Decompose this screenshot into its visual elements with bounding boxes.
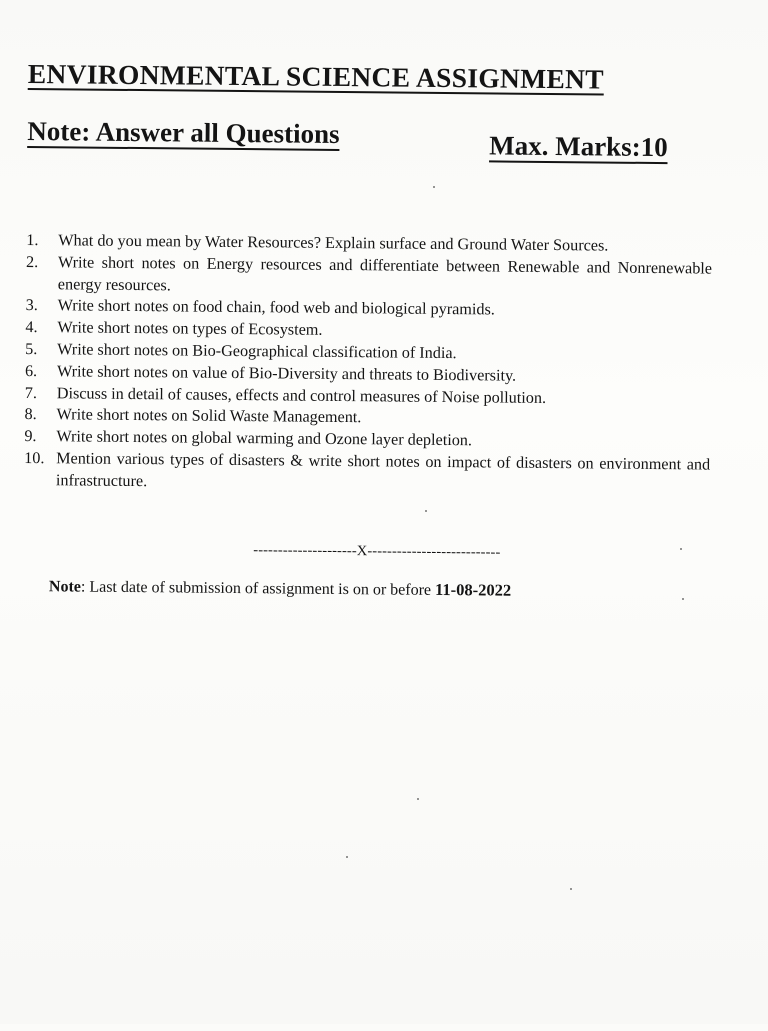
question-text: Write short notes on Energy resources and differentiate between Renewable and Nonrenewable energy resources. <box>57 253 713 294</box>
question-number: 10. <box>24 448 45 468</box>
scan-speck <box>433 186 435 188</box>
question-text: Write short notes on global warming and Ozone layer depletion. <box>56 427 473 450</box>
submission-note-text: : Last date of submission of assignment is on or before <box>80 578 436 599</box>
question-text: What do you mean by Water Resources? Explain surface and Ground Water Sources. <box>58 231 609 255</box>
question-number: 8. <box>24 405 37 424</box>
scan-speck <box>346 856 348 858</box>
max-marks: Max. Marks:10 <box>489 130 668 163</box>
question-number: 2. <box>25 252 39 271</box>
question-text: Discuss in detail of causes, effects and control measures of Noise pollution. <box>56 383 547 407</box>
question-number: 6. <box>24 361 38 380</box>
question-text: Write short notes on value of Bio-Diversity and threats to Biodiversity. <box>56 362 517 385</box>
scan-speck <box>425 510 427 512</box>
assignment-title: ENVIRONMENTAL SCIENCE ASSIGNMENT <box>27 57 605 95</box>
question-text: Write short notes on Solid Waste Management. <box>56 405 362 427</box>
question-text: Write short notes on Bio-Geographical classification of India. <box>57 340 457 363</box>
end-separator: ---------------------X--------------------------- <box>253 542 501 561</box>
question-text: Write short notes on food chain, food web and biological pyramids. <box>57 296 495 319</box>
question-number: 3. <box>25 296 38 315</box>
question-list <box>24 230 712 498</box>
question-number: 5. <box>25 339 38 359</box>
question-number: 4. <box>25 318 38 337</box>
question-number: 1. <box>26 230 39 250</box>
question-number: 9. <box>24 427 37 446</box>
submission-note-label: Note <box>48 578 82 596</box>
question-item <box>24 448 710 498</box>
scan-speck <box>680 548 682 550</box>
submission-note <box>49 576 511 600</box>
scan-speck <box>417 798 419 800</box>
instruction-note: Note: Answer all Questions <box>27 115 340 149</box>
submission-date: 11-08-2022 <box>435 579 512 600</box>
question-text: Write short notes on types of Ecosystem. <box>57 318 323 340</box>
scan-speck <box>682 598 684 600</box>
question-item <box>26 252 712 302</box>
scan-speck <box>570 888 572 890</box>
question-number: 7. <box>24 383 38 402</box>
question-text: Mention various types of disasters & write short notes on impact of disasters on environment and infrastructure. <box>55 449 711 490</box>
